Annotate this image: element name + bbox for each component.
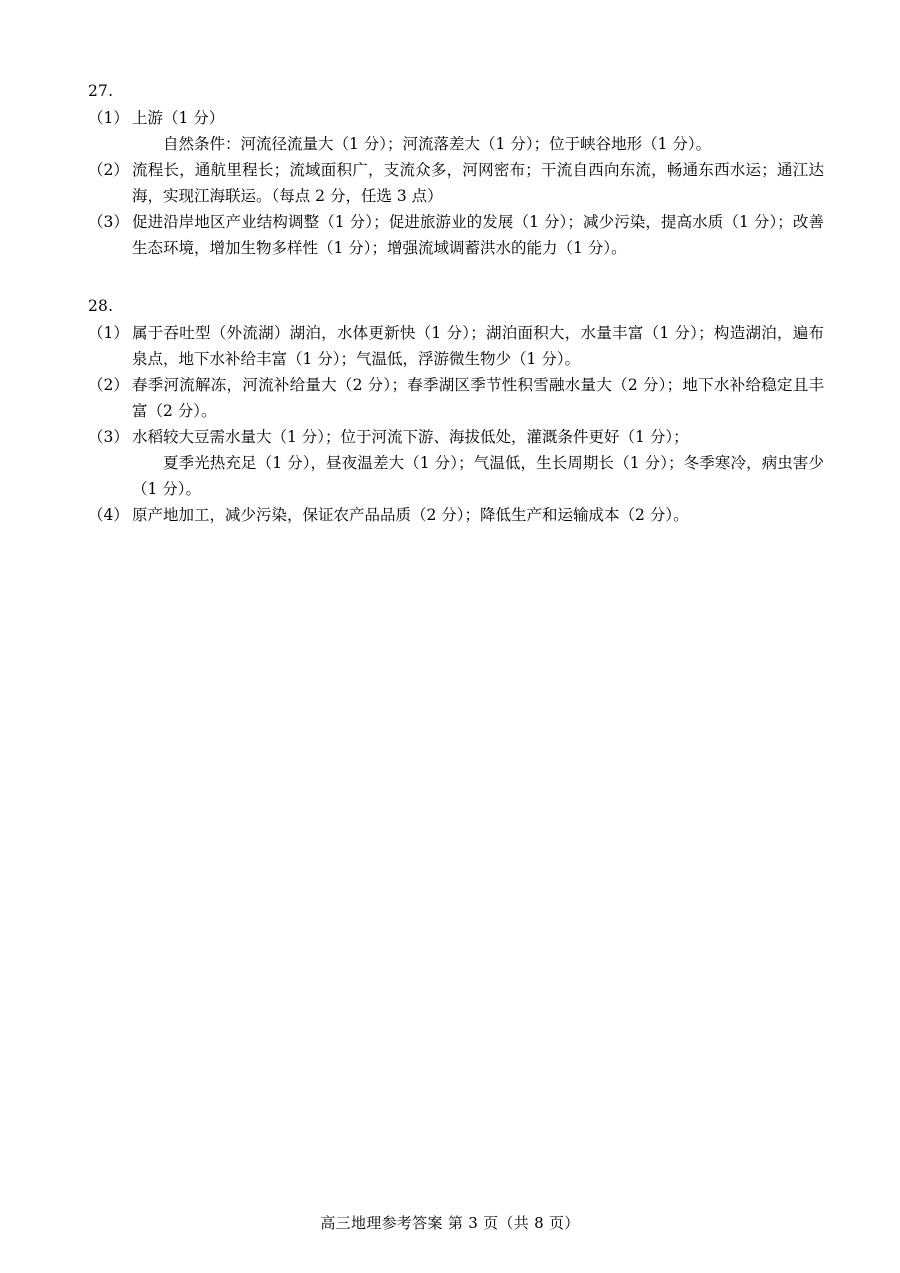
answer-label-27-3: （3） [88, 213, 129, 231]
answer-body-28-4: 原产地加工，减少污染，保证农产品品质（2 分）；降低生产和运输成本（2 分）。 [132, 506, 689, 524]
answer-line: 夏季光热充足（1 分），昼夜温差大（1 分）；气温低，生长周期长（1 分）；冬季寒冷，病虫害少（1 分）。 [132, 454, 824, 498]
answer-item-28-3 [88, 424, 824, 502]
answer-body-28-2: 春季河流解冻，河流补给量大（2 分）；春季湖区季节性积雪融水量大（2 分）；地下水补给稳定且丰富（2 分）。 [132, 376, 824, 420]
answer-label-27-2: （2） [88, 161, 129, 179]
answer-content [88, 78, 824, 534]
answer-item-28-4 [88, 502, 824, 528]
answer-body-28-3 [132, 424, 824, 502]
answer-line: 水稻较大豆需水量大（1 分）；位于河流下游、海拔低处，灌溉条件更好（1 分）； [132, 428, 689, 446]
section-spacer [88, 267, 824, 293]
answer-line: 上游（1 分） [132, 109, 225, 127]
answer-body-27-2: 流程长，通航里程长；流域面积广，支流众多，河网密布；干流自西向东流，畅通东西水运；通江达海，实现江海联运。（每点 2 分，任选 3 点） [132, 161, 824, 205]
answer-label-28-2: （2） [88, 376, 129, 394]
answer-label-28-1: （1） [88, 324, 129, 342]
question-number-28: 28. [88, 297, 114, 315]
answer-item-28-1 [88, 320, 824, 372]
answer-label-28-3: （3） [88, 428, 129, 446]
question-block-28 [88, 293, 824, 528]
answer-line: 自然条件：河流径流量大（1 分）；河流落差大（1 分）；位于峡谷地形（1 分）。 [163, 135, 712, 153]
answer-body-27-1 [132, 105, 824, 157]
question-number-27: 27. [88, 82, 114, 100]
answer-body-28-1: 属于吞吐型（外流湖）湖泊，水体更新快（1 分）；湖泊面积大，水量丰富（1 分）；构造湖泊，遍布泉点，地下水补给丰富（1 分）；气温低，浮游微生物少（1 分）。 [132, 324, 824, 368]
answer-item-27-1 [88, 105, 824, 157]
answer-item-27-3 [88, 209, 824, 261]
answer-body-27-3: 促进沿岸地区产业结构调整（1 分）；促进旅游业的发展（1 分）；减少污染，提高水质（1 分）；改善生态环境，增加生物多样性（1 分）；增强流域调蓄洪水的能力（1 分）。 [132, 213, 824, 257]
answer-label-27-1: （1） [88, 109, 129, 127]
page-footer: 高三地理参考答案 第 3 页（共 8 页） [320, 1214, 580, 1232]
question-block-27 [88, 78, 824, 261]
answer-item-28-2 [88, 372, 824, 424]
answer-item-27-2 [88, 157, 824, 209]
answer-label-28-4: （4） [88, 506, 129, 524]
